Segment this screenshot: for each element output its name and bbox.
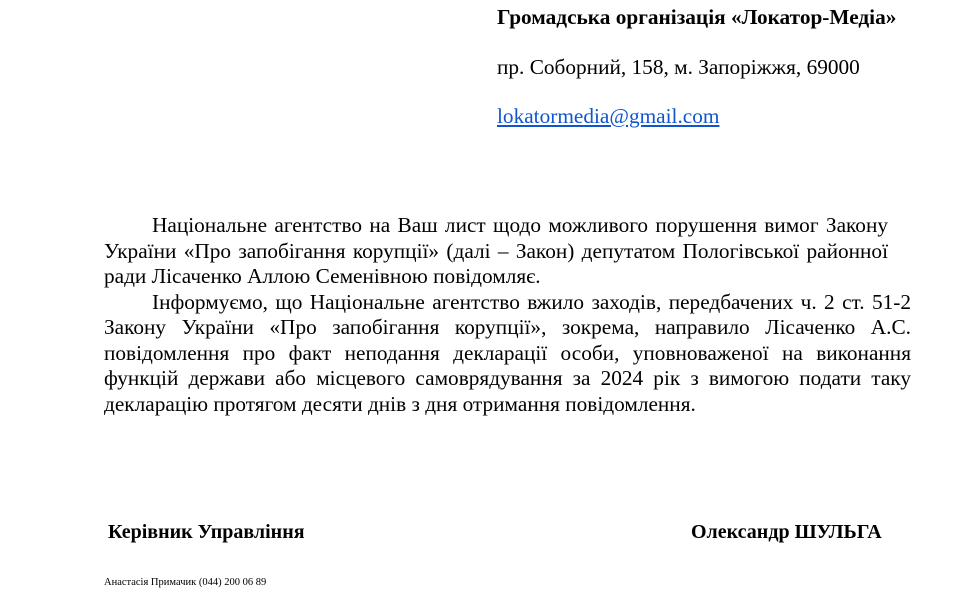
recipient-email-link[interactable]: lokatormedia@gmail.com bbox=[497, 104, 720, 128]
recipient-email-line bbox=[497, 101, 897, 131]
recipient-block bbox=[497, 2, 897, 131]
body-paragraph: Національне агентство на Ваш лист щодо можливого порушення вимог Закону України «Про запобігання корупції» (далі – Закон) депутатом Пологівської районної ради Лісаченко Аллою Семенівною повідомляє. bbox=[104, 213, 888, 288]
executor-contact: Анастасія Примачик (044) 200 06 89 bbox=[104, 577, 267, 588]
signature-title: Керівник Управління bbox=[108, 521, 305, 543]
recipient-address: пр. Соборний, 158, м. Запоріжжя, 69000 bbox=[497, 55, 860, 79]
recipient-organization: Громадська організація «Локатор-Медіа» bbox=[497, 5, 897, 29]
signature-name: Олександр ШУЛЬГА bbox=[691, 521, 882, 543]
body-paragraph: Інформуємо, що Національне агентство вжило заходів, передбачених ч. 2 ст. 51-2 Закону України «Про запобігання корупції», зокрема, направило Лісаченко А.С. повідомлення про факт неподання декларації особи, уповноваженої на виконання функцій держави або місцевого самоврядування за 2024 рік з вимогою подати таку декларацію протягом десяти днів з дня отримання повідомлення. bbox=[104, 289, 911, 416]
letter-body bbox=[104, 213, 911, 417]
